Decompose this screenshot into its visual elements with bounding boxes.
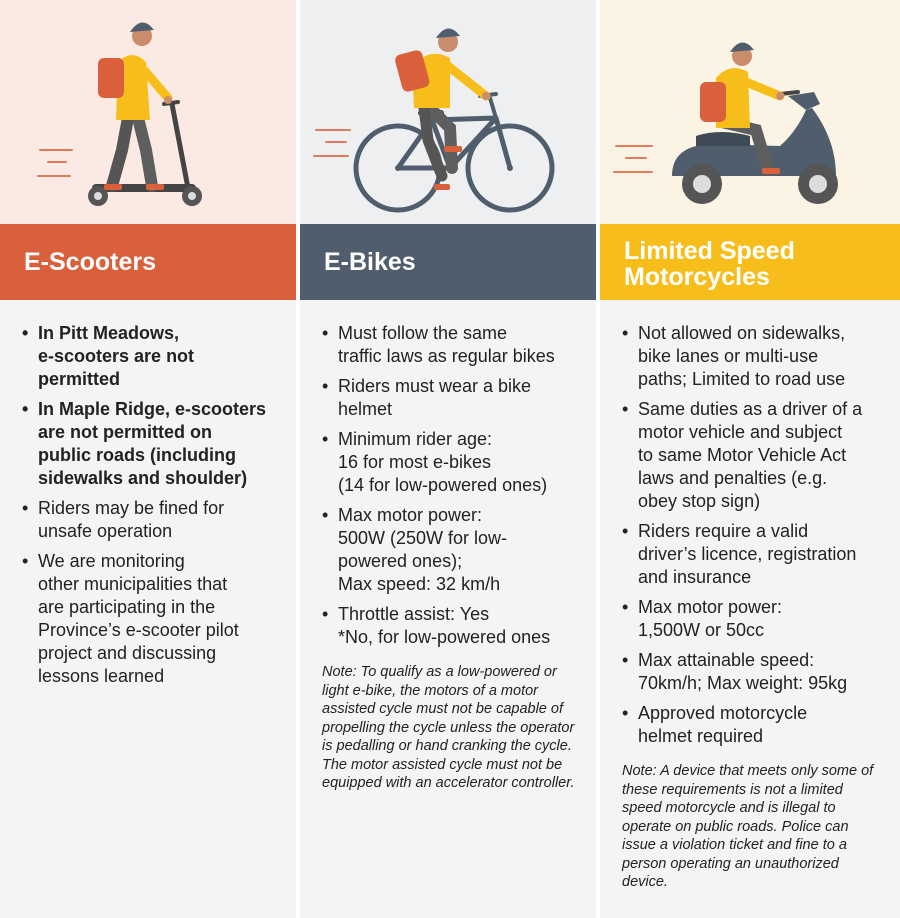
list-item-line: paths; Limited to road use [638, 369, 846, 389]
list-item-line: public roads (including [38, 445, 236, 465]
list-item-line: 500W (250W for low- [338, 528, 508, 548]
column-e-scooters [0, 0, 296, 918]
bullet-list [22, 322, 282, 688]
column-body [600, 300, 900, 906]
column-title-line: Limited Speed [624, 237, 795, 265]
list-item [622, 649, 886, 695]
column-e-bikes [300, 0, 596, 918]
list-item-line: • Not allowed on sidewalks, [638, 323, 846, 343]
list-item-line: project and discussing [38, 643, 217, 663]
list-item-line: Max speed: 32 km/h [338, 574, 501, 594]
list-item-line: • Riders must wear a bike [338, 376, 532, 396]
list-item-line: and insurance [638, 567, 752, 587]
column-body [300, 300, 596, 807]
list-item-line: 16 for most e-bikes [338, 452, 492, 472]
list-item-line: other municipalities that [38, 574, 228, 594]
list-item-line: • Must follow the same [338, 323, 508, 343]
list-item-line: *No, for low-powered ones [338, 627, 551, 647]
list-item-line: • Same duties as a driver of a [638, 399, 863, 419]
list-item [22, 550, 282, 688]
list-item-line: • Riders may be fined for [38, 498, 225, 518]
list-item-line: driver’s licence, registration [638, 544, 857, 564]
list-item-line: powered ones); [338, 551, 463, 571]
list-item-line: unsafe operation [38, 521, 173, 541]
list-item-line: sidewalks and shoulder) [38, 468, 248, 488]
bullet-list [622, 322, 886, 748]
column-body [0, 300, 296, 695]
list-item-line: 1,500W or 50cc [638, 620, 765, 640]
list-item-line: traffic laws as regular bikes [338, 346, 555, 366]
list-item-line: to same Motor Vehicle Act [638, 445, 847, 465]
column-title: E-Scooters [24, 248, 156, 276]
list-item [322, 428, 582, 497]
list-item [322, 603, 582, 649]
bullet-list [322, 322, 582, 649]
list-item-line: • In Maple Ridge, e-scooters [38, 399, 267, 419]
list-item-line: • Approved motorcycle [638, 703, 808, 723]
list-item-line: lessons learned [38, 666, 165, 686]
list-item-line: helmet required [638, 726, 764, 746]
list-item [622, 520, 886, 589]
column-title-line: Motorcycles [624, 263, 770, 291]
motor-scooter-rider-illustration [600, 0, 900, 224]
list-item-line: laws and penalties (e.g. [638, 468, 828, 488]
column-title: E-Bikes [324, 248, 416, 276]
list-item-line: • We are monitoring [38, 551, 185, 571]
list-item-line: e-scooters are not [38, 346, 195, 366]
column-header [300, 224, 596, 300]
list-item-line: (14 for low-powered ones) [338, 475, 548, 495]
list-item [22, 322, 282, 391]
list-item-line: • Max motor power: [338, 505, 483, 525]
e-scooter-rider-illustration [0, 0, 296, 224]
list-item-line: are participating in the [38, 597, 216, 617]
column-header [600, 224, 900, 300]
e-bike-rider-illustration [300, 0, 596, 224]
footnote: Note: To qualify as a low-powered or light e-bike, the motors of a motor assisted cycle must not be capable of propelling the cycle unless the operator is pedalling or hand cranking the cycle. The motor assisted cycle must not be equipped with an accelerator controller. [322, 664, 575, 791]
column-limited-speed-motorcycles [600, 0, 900, 918]
list-item-line: • Max motor power: [638, 597, 783, 617]
list-item-line: are not permitted on [38, 422, 213, 442]
list-item [322, 375, 582, 421]
list-item [622, 702, 886, 748]
list-item-line: motor vehicle and subject [638, 422, 843, 442]
list-item [22, 398, 282, 490]
column-header [0, 224, 296, 300]
list-item-line: Province’s e-scooter pilot [38, 620, 239, 640]
list-item [622, 322, 886, 391]
list-item-line: • In Pitt Meadows, [38, 323, 180, 343]
list-item-line: • Max attainable speed: [638, 650, 815, 670]
list-item [322, 322, 582, 368]
footnote: Note: A device that meets only some of these requirements is not a limited speed motorcycle and is illegal to operate on public roads. Police can issue a violation ticket and fine to a person operating an unauthorized device. [622, 763, 874, 890]
list-item [22, 497, 282, 543]
list-item [622, 398, 886, 513]
list-item-line: • Minimum rider age: [338, 429, 493, 449]
list-item-line: permitted [38, 369, 121, 389]
list-item [322, 504, 582, 596]
list-item-line: helmet [338, 399, 393, 419]
list-item-line: obey stop sign) [638, 491, 761, 511]
list-item-line: • Throttle assist: Yes [338, 604, 490, 624]
list-item-line: bike lanes or multi-use [638, 346, 819, 366]
list-item [622, 596, 886, 642]
list-item-line: 70km/h; Max weight: 95kg [638, 673, 848, 693]
list-item-line: • Riders require a valid [638, 521, 809, 541]
